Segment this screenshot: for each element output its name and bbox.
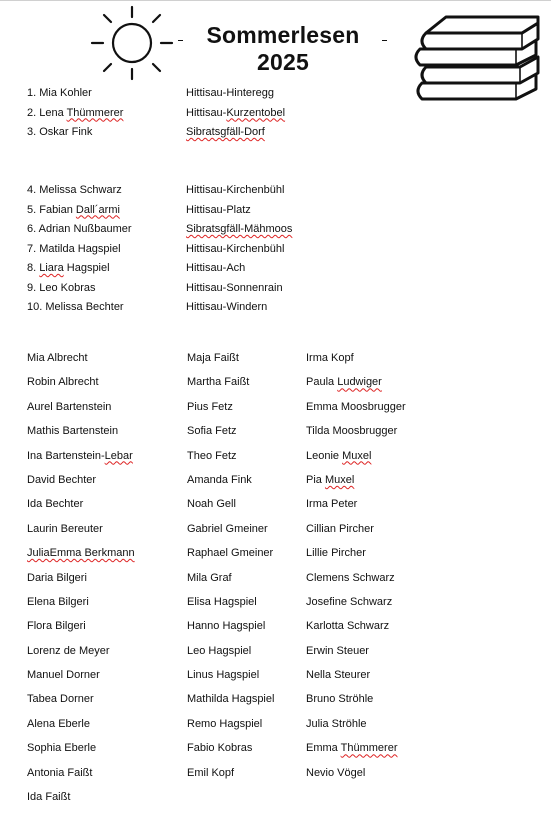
rank-row bbox=[27, 87, 327, 107]
participant-name: Lillie Pircher bbox=[306, 547, 366, 560]
rank-place-flagged: Kurzentobel bbox=[226, 106, 286, 119]
participant-name: Pius Fetz bbox=[187, 400, 233, 413]
rank-name: 10. Melissa Bechter bbox=[27, 301, 124, 313]
title-dash-right bbox=[382, 40, 387, 41]
participant-name: Leonie Muxel bbox=[306, 449, 372, 462]
participant-name: Mila Graf bbox=[187, 571, 232, 584]
participant-name: Erwin Steuer bbox=[306, 644, 369, 657]
participant-name: Remo Hagspiel bbox=[187, 717, 263, 730]
rank-row bbox=[27, 282, 327, 302]
rank-name: 6. Adrian Nußbaumer bbox=[27, 223, 132, 235]
participant-name: Cillian Pircher bbox=[306, 522, 374, 535]
participant-name: Aurel Bartenstein bbox=[27, 400, 112, 413]
participant-name: Noah Gell bbox=[187, 498, 236, 511]
rank-row bbox=[27, 243, 327, 263]
rank-name: 2. Lena Thümmerer bbox=[27, 106, 124, 119]
participant-name: Bruno Ströhle bbox=[306, 693, 374, 706]
rank-row bbox=[27, 107, 327, 127]
participant-name: Theo Fetz bbox=[187, 449, 237, 462]
participant-name: Nevio Vögel bbox=[306, 766, 366, 779]
participant-name: Emma Thümmerer bbox=[306, 742, 398, 755]
participant-name: Lorenz de Meyer bbox=[27, 644, 110, 657]
participant-name: Elisa Hagspiel bbox=[187, 595, 257, 608]
rank-name: 5. Fabian Dall´armi bbox=[27, 203, 120, 216]
participant-name: Ina Bartenstein-Lebar bbox=[27, 449, 133, 462]
participant-name: Amanda Fink bbox=[187, 473, 252, 486]
participant-name: Linus Hagspiel bbox=[187, 669, 260, 682]
participant-name: Antonia Faißt bbox=[27, 766, 93, 779]
rank-place: Hittisau-Platz bbox=[186, 203, 251, 216]
page-top-border bbox=[0, 0, 551, 1]
participants-column-2 bbox=[187, 352, 274, 791]
participant-name: Clemens Schwarz bbox=[306, 571, 395, 584]
participant-name: Josefine Schwarz bbox=[306, 595, 393, 608]
participant-name: Ida Bechter bbox=[27, 498, 84, 511]
participants-column-1 bbox=[27, 352, 135, 815]
participant-name-flagged: Ludwiger bbox=[337, 376, 382, 389]
rank-place: Sibratsgfäll-Dorf bbox=[186, 126, 265, 138]
rank-name: 8. Liara Hagspiel bbox=[27, 262, 110, 274]
rank-name: 4. Melissa Schwarz bbox=[27, 184, 122, 196]
participant-name: Mathilda Hagspiel bbox=[187, 693, 275, 706]
top-ranks-list bbox=[27, 87, 327, 146]
rank-name-flagged: Dall´armi bbox=[75, 203, 120, 216]
participant-name: Fabio Kobras bbox=[187, 742, 253, 755]
participant-name-flagged: Muxel bbox=[342, 449, 372, 462]
rank-place: Hittisau-Kirchenbühl bbox=[186, 242, 285, 255]
participant-name: Mia Albrecht bbox=[27, 352, 88, 364]
participant-name: Julia Ströhle bbox=[306, 717, 367, 730]
participant-name bbox=[27, 547, 135, 571]
participant-name: Karlotta Schwarz bbox=[306, 620, 390, 633]
participants-column-3 bbox=[306, 352, 406, 791]
rank-place: Hittisau-Hinteregg bbox=[186, 87, 275, 99]
stack-of-books-icon bbox=[410, 3, 542, 115]
other-ranks-list bbox=[27, 184, 327, 321]
sun-icon bbox=[90, 5, 174, 81]
participant-name-flagged: JuliaEmma Berkmann bbox=[27, 547, 135, 560]
participant-name: Tabea Dorner bbox=[27, 693, 94, 706]
participant-name: Elena Bilgeri bbox=[27, 595, 89, 608]
rank-place: Hittisau-Sonnenrain bbox=[186, 281, 283, 294]
rank-name: 9. Leo Kobras bbox=[27, 281, 96, 294]
participant-name: Daria Bilgeri bbox=[27, 571, 87, 584]
rank-name: 3. Oskar Fink bbox=[27, 126, 93, 138]
participant-name: Pia Muxel bbox=[306, 473, 355, 486]
participant-name: Manuel Dorner bbox=[27, 669, 100, 682]
participant-name: Emil Kopf bbox=[187, 766, 235, 779]
participant-name: Leo Hagspiel bbox=[187, 644, 252, 657]
participant-name: Robin Albrecht bbox=[27, 376, 99, 389]
participant-name: Mathis Bartenstein bbox=[27, 425, 119, 438]
rank-place: Hittisau-Kurzentobel bbox=[186, 106, 286, 119]
participant-name: Emma Moosbrugger bbox=[306, 400, 406, 413]
rank-place: Hittisau-Ach bbox=[186, 262, 246, 274]
rank-row bbox=[27, 262, 327, 282]
rank-place: Hittisau-Windern bbox=[186, 301, 268, 313]
rank-place: Hittisau-Kirchenbühl bbox=[186, 184, 285, 196]
participant-name: Flora Bilgeri bbox=[27, 620, 86, 633]
rank-place: Sibratsgfäll-Mähmoos bbox=[186, 223, 293, 235]
participant-name-flagged: Muxel bbox=[324, 473, 355, 486]
rank-name-flagged: Liara bbox=[39, 262, 64, 274]
rank-row bbox=[27, 301, 327, 321]
rank-row bbox=[27, 126, 327, 146]
rank-row bbox=[27, 184, 327, 204]
participant-name: Tilda Moosbrugger bbox=[306, 425, 398, 438]
participant-name: Maja Faißt bbox=[187, 352, 239, 364]
rank-row bbox=[27, 223, 327, 243]
participant-name: Nella Steurer bbox=[306, 669, 371, 682]
participant-name-flagged: Lebar bbox=[104, 449, 133, 462]
participant-name: Sofia Fetz bbox=[187, 425, 237, 438]
participant-name: Hanno Hagspiel bbox=[187, 620, 266, 633]
participant-name-flagged: Thümmerer bbox=[340, 742, 398, 755]
rank-name: 1. Mia Kohler bbox=[27, 87, 92, 99]
participant-name: Paula Ludwiger bbox=[306, 376, 382, 389]
rank-row bbox=[27, 204, 327, 224]
rank-name: 7. Matilda Hagspiel bbox=[27, 242, 121, 255]
page-title: Sommerlesen 2025 bbox=[206, 22, 360, 75]
participant-name: Martha Faißt bbox=[187, 376, 250, 389]
participant-name: Alena Eberle bbox=[27, 717, 90, 730]
participant-name: Gabriel Gmeiner bbox=[187, 522, 268, 535]
rank-name-flagged: Thümmerer bbox=[66, 106, 124, 119]
participant-name: Irma Peter bbox=[306, 498, 358, 511]
participant-name: Raphael Gmeiner bbox=[187, 547, 274, 560]
participant-name: Sophia Eberle bbox=[27, 742, 97, 755]
participant-name: Laurin Bereuter bbox=[27, 522, 103, 535]
participant-name: Ida Faißt bbox=[27, 791, 71, 804]
participant-name: David Bechter bbox=[27, 473, 97, 486]
participant-name: Irma Kopf bbox=[306, 352, 354, 364]
